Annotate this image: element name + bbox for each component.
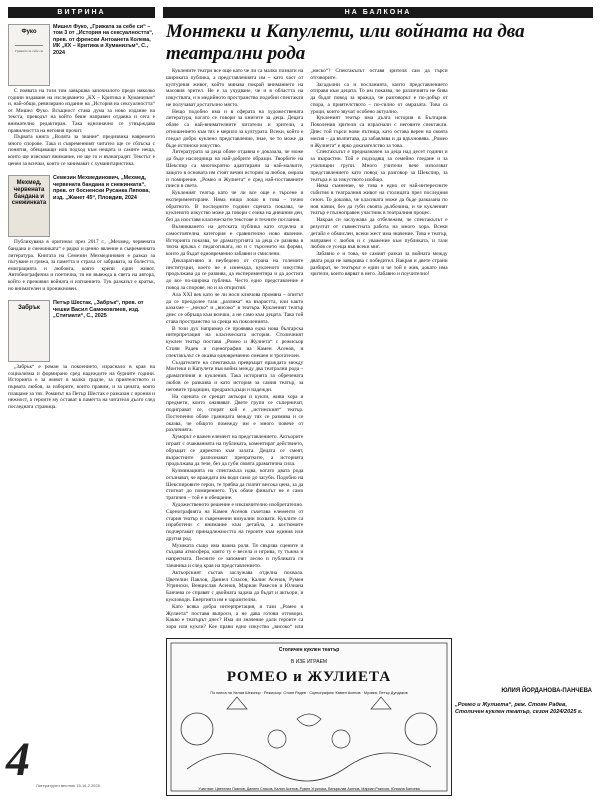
article-author: ЮЛИЯ ЙОРДАНОВА-ПАНЧЕВА [501, 688, 592, 694]
article-paragraph: Музиката също има важна роля. Тя свързва сцените и създава атмосфера, която ту е весела и игрива, ту тъжна и напрегната. Песните се запомнят лесно и публиката ги тананика и след края на представлението. [166, 542, 304, 570]
book-cover-1 [8, 24, 50, 86]
book-review-2 [8, 239, 155, 292]
article-paragraph: Нещо подобно има и в сферата на художествената литература, когато се говори за книгите за деца. Децата обаче са най-внимателните читатели и зрители, а отношението към тях е мерило за културата. Всеки, който е гледал добро куклено представление, знае, че то може да бъде истинско изкуство. [166, 108, 304, 149]
book-caption-2: Семезин Мехмединович, „Мехмед, червената бандана и снежинката“, прев. от босненски Русанка Ляпова, изд. „Жанет 45“, Пловдив, 2024 [53, 175, 150, 201]
sidebar [8, 20, 155, 780]
article-paragraph: В този дух например се проявява една нова българска интерпретация на класическата история. Столичният куклен театър поставя „Ромео и Жулиета“ с режисьор Стоян Радев и сценография на Камен Асенов, и спектакълът се оказва едновременно смешен и трогателен. [166, 325, 304, 359]
poster-theatre: Столичен куклен театър [278, 647, 340, 653]
footer-issue: Литературен вестник 15-16.2.2025 [36, 783, 100, 788]
article-body [166, 68, 592, 633]
book-review-1 [8, 88, 155, 167]
article-paragraph: Забавно е и това, че самият разказ за войната между двата рода не завършва с победител. Накрая и двете страни разбират, че театърът е един и че той е жив, докато има зрители, които вярват в него. Забавно и поучително! [310, 251, 448, 278]
book-cover-subtitle: Грижата за себе си [15, 49, 43, 53]
cover-rule [15, 45, 43, 46]
poster-credits: По пиеса на Уилям Шекспир · Режисьор: Стоян Радев · Сценография: Камен Асенов · Музика: Петър Дундаков [210, 691, 408, 695]
article-paragraph: Възникването на детската публика като отделна и самостоятелна категория е сравнително ново явление. Историята показва, че драматургията за деца се развива в тясна връзка с педагогиката, но и с търсенето на форми, които да бъдат едновременно забавни и смислени. [166, 223, 304, 258]
review-paragraph: „Забрък“ е роман за покоението, израснало в края на социализма и формирано сред надеждите на бурните години. Историята е за живот в малко градче, за приятелството и първата любов, за изборите, които правим, и за цената, която плащаме за тях. Романът на Петър Шестак е разказан с ирония и нежност, а героите му остават в паметта на читателя дълго след последната страница. [8, 364, 155, 410]
article-paragraph: Спектакълът е предназначен за деца над десет години и за възрастни. Той е подходящ за семейно гледане и за училищни групи. Много учители вече използват представлението като повод за разговор за Шекспир, за театъра и за изкуството изобщо. [310, 149, 448, 183]
section-header-left: ВИТРИНА [8, 7, 155, 18]
article-paragraph: Декларативно и неубедено от страна на големите институции, което не е изненада, кукленото изкуство продължава да се развива, да експериментира и да достига до все по-широка публика. Често едно представление е повод за спорове, но и за открития. [166, 257, 304, 291]
book-cover-title: Мехмед, червената бандана и снежинката [11, 180, 47, 207]
book-caption-1: Мишел Фуко, „Грижата за себе си“ – том 3 от „История на сексуалността“, прев. от френски Антоанета Колева, ИК „КХ – Критика и Хуманизъм“, С., 2024 [53, 24, 154, 56]
article-paragraph: На сцената се срещат актьори и кукли, живи хора и предмети, които оживяват. Двете групи се съперничат, подиграват се, спорят кой е „истинският“ театър. Постепенно обаче границата между тях се размива и се оказва, че общото помежду им е много повече от различията. [166, 393, 304, 434]
article-paragraph: Загадъчни са и посланията, които представлението отправя към децата. То им показва, че различията не бива да бъдат повод за вражда, че разговорът е по-добър от спора, а приятелството – по-силно от омразата. Това са уроци, които звучат особено актуално. [310, 81, 448, 115]
play-poster [166, 638, 452, 796]
book-cover-title: Фуко [21, 29, 37, 35]
article-paragraph: Няма съмнение, че това е едно от най-интересните събития в театралния живот на столицата през последния сезон. То доказва, че класиката може да бъде разказана по нов начин, без да губи своята дълбочина, и че кукленият театър е пълноправен участник в театралния процес. [310, 183, 448, 217]
book-cover-2 [8, 175, 50, 237]
book-entry-3 [8, 300, 155, 364]
book-caption-3: Петър Шестак, „Забрък“, прев. от чешки Васил Самоковлиев, изд. „Стигмати“, С., 2025 [53, 300, 144, 320]
article-headline: Монтеки и Капулети, или войната на два театрални рода [166, 21, 525, 64]
article-paragraph: Като всяка добра интерпретация, и тази „Ромео и Жулиета“ поставя въпроси, а не дава готови отговори. Какво е театърът днес? Има ли значение дали героите са хора или кукли? Кое прави едно изкуство „високо“ или „ниско“? Спектакълът оставя зрителя сам да търси отговорите. [166, 68, 448, 631]
article-paragraph: Кукленият театър като че ли все още е търсене и експериментиране. Няма нищо лошо в това – точно обратното. В последните години сцената показва, че кукленото изкуство може да говори с езика на днешния ден, без да изоставя класическите текстове и техните послания. [166, 190, 304, 224]
review-paragraph: Първата книга „Волята за знание“ предизвика навремето много спорове. Така и съвременният читател ще се сблъска с понятия, обещаващи нов подход към нещата и самите неща, които ще изискват внимание, но ще го и възнаградят. Текстът е ценен за всички, които се занимават с хуманитаристика. [8, 134, 155, 167]
article-paragraph: Накрая си заслужава да отбележим, че спектакълът е резултат от съвместната работа на много хора. Всеки детайл е обмислен, всеки жест има значение. Това е театър, направен с любов и с уважение към публиката, и тази любов се усеща във всеки миг. [310, 217, 448, 251]
review-paragraph: Публикувана в оригинал през 2017 г., „Мехмед, червената бандана и снежинката“ е рядко и ценно явление в съвременната литература. Книгата на Семезин Мехмединович е разказ за пътуване и грижа, за паметта и страха от забравата, за болестта, емиграцията и любовта, която крепи един живот. Автобиографична и поетична, тя ни въвежда в света на автора, който е преживял войната и изгнанието. Тук разказът е кратък, но внимателен и проникновен. [8, 239, 155, 292]
book-entry-2 [8, 175, 155, 239]
book-cover-3 [8, 300, 50, 362]
book-cover-title: Забрък [18, 305, 40, 312]
poster-title: РОМЕО и ЖУЛИЕТА [226, 669, 392, 685]
poster-caption: „Ромео и Жулиета“, реж. Стоян Радев, Столичен куклен театър, сезон 2024/2025 г. [455, 702, 583, 715]
article-paragraph: Хуморът е важен елемент на представлението. Актьорите играят с очакванията на публиката, коментират действието, обръщат се директно към залата. Децата се смеят, възрастните разпознават препратките, а историята продължава да тече, без да губи своята драматична сила. [166, 434, 304, 468]
poster-cast: Участват: Цветелин Павлов, Даниел Спасов, Калин Асенов, Румен Угрински, Венцислав Асенов, Мариан Ракесов, Юлиана Банчева [198, 786, 420, 791]
article-paragraph: Създателите на спектакъла превръщат враждата между Монтеки и Капулети във война между два театрални рода – драматичния и кукления. Така историята за обречената любов се разказва и като история за самия театър, за неговите традиции, предразсъдъци и надежди. [166, 359, 304, 393]
book-review-3 [8, 364, 155, 410]
article-paragraph: Ала XXI век като че ли носи ключова промяна – опитът да се преодолее тази „разлика“ на възрастта, или както казахме – „ниско“ и „високо“ в театъра. Кукленият театър днес се обръща към всички, а не само към децата. Така той става пространство за среща на поколенията. [166, 291, 304, 325]
article-paragraph: Кукленият театър има дълга история в България. Поколения зрители са израснали с неговите спектакли. Днес той търси нови пътища, като остава верен на своята мисия – да възпитава, да забавлява и да вдъхновява. „Ромео и Жулиета“ е ярко доказателство за това. [310, 115, 448, 149]
article-paragraph: Художественото решение е изключително изобретателно. Сценографията на Камен Асенов съчетава елементи от стария театър и съвременни визуални похвати. Куклите са изработени с внимание към детайла, а костюмите подчертават принадлежността на героите към единия или другия род. [166, 502, 304, 542]
poster-tagline: В ИЗЕ ИГРАЕМ [290, 659, 328, 665]
article-paragraph: Кулминацията на спектакъла идва, когато двата рода осъзнават, че враждата им води само до загуби. Подобно на Шекспировите герои, те трябва да платят висока цена, за да стигнат до помирението. Тук обаче финалът не е само трагичен – той е и обещание. [166, 468, 304, 502]
review-paragraph: С появата на този том завършва започналото преди няколко години издаване на изследването „КХ – Критика и Хуманизъм“ и, най-общо, ревизирано издание на „История на сексуалността“ от Мишел Фуко. Всъщност става дума за ново издание на текста, преводът на който беше направен отдавна и сега е внимателно редактиран. Така еднозначно се утвърждава правилността на неговия прочит. [8, 88, 155, 134]
book-entry-1 [8, 24, 155, 88]
article-paragraph: Куклените театри все още като че ли са малко познати на широката публика, а представленията им – като част от културния живот, който минава покрай вниманието на масовия зрител. Не е за учудване, че и в областта на изкуствата, и в медийното пространство подобни спектакли не получават достатъчно място. [166, 68, 304, 108]
article-paragraph: Актьорският състав заслужава отделна похвала. Цветелин Павлов, Даниел Спасов, Калин Асенов, Румен Угрински, Венцислав Асенов, Мариан Ракесов и Юлиана Банчева се справят с двойната задача да бъдат и актьори, и кукловоди. Енергията им е заразителна. [166, 569, 304, 603]
section-header-right: НА БАЛКОНА [163, 7, 593, 18]
article-paragraph: Литературата за деца обаче отдавна е доказала, че може да бъде наследница на най-добрите образци. Творбите на Шекспир са многократно адаптирани за най-малките, защото в основата им стоят вечни истории за любов, омраза и помирение. „Ромео и Жулиета“ е сред най-поставяните пиеси в света. [166, 149, 304, 190]
page-number: 4 [6, 733, 30, 786]
